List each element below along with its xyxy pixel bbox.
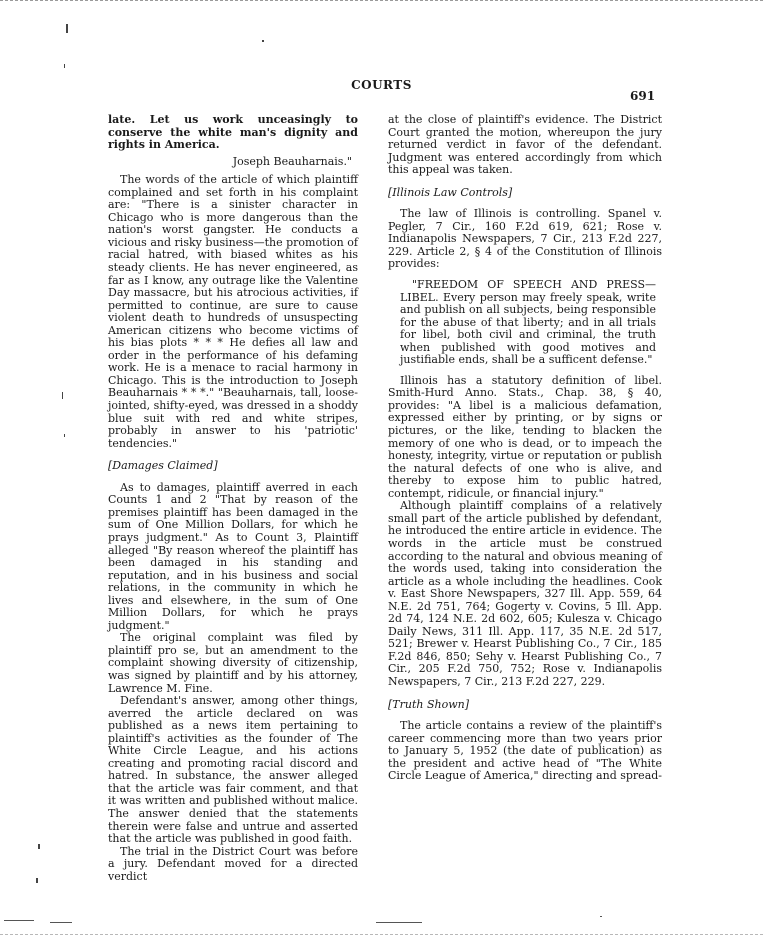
page-number: 691	[630, 89, 656, 103]
constitution-quote: "FREEDOM OF SPEECH AND PRESS—LIBEL. Every person may freely speak, write and publish on all subjects, being responsible for the abuse of that liberty; and in all trials for libel, both civil and criminal, the truth when published with good motives and justifiable ends, shall be a sufficent defense."	[400, 278, 656, 367]
paragraph: Although plaintiff complains of a relatively small part of the article published by defendant, he introduced the entire article in evidence. The words in the article must be construed according to the natural and obvious meaning of the words used, taking into consideration the article as a whole including the headlines. Cook v. East Shore Newspapers, 327 Ill. App. 559, 64 N.E. 2d 751, 764; Gogerty v. Covins, 5 Ill. App. 2d 74, 124 N.E. 2d 602, 605; Kulesza v. Chicago Daily News, 311 Ill. App. 117, 35 N.E. 2d 517, 521; Brewer v. Hearst Publishing Co., 7 Cir., 185 F.2d 846, 850; Sehy v. Hearst Publishing Co., 7 Cir., 205 F.2d 750, 752; Rose v. Indianapolis Newspapers, 7 Cir., 213 F.2d 227, 229.	[388, 499, 662, 688]
top-scan-edge	[0, 0, 763, 1]
paragraph: The law of Illinois is controlling. Spanel v. Pegler, 7 Cir., 160 F.2d 619, 621; Rose v. Indianapolis Newspapers, 7 Cir., 213 F.2d 227, 229. Article 2, § 4 of the Constitution of Illinois provides:	[388, 207, 662, 271]
signature: Joseph Beauharnais."	[232, 154, 352, 168]
margin-mark	[38, 844, 40, 849]
scan-edge-line	[4, 920, 34, 921]
paragraph: Illinois has a statutory definition of libel. Smith-Hurd Anno. Stats., Chap. 38, § 40, provides: "A libel is a malicious defamation, expressed either by printing, or by signs or pictures, or the like, tending to blacken the memory of one who is dead, or to impeach the honesty, integrity, virtue or reputation or publish the natural defects of one who is alive, and thereby to expose him to public hatred, contempt, ridicule, or financial injury."	[388, 373, 662, 500]
section-heading: [Illinois Law Controls]	[388, 185, 513, 199]
paragraph: The article contains a review of the plaintiff's career commencing more than two years prior to January 5, 1952 (the date of publication) as the president and active head of "The White Circle League of America," directing and spread-	[388, 719, 663, 783]
section-heading: [Truth Shown]	[388, 697, 470, 711]
closing-bold-line: late. Let us work unceasingly to conserve the white man's dignity and rights in America.	[108, 113, 358, 152]
paragraph: The original complaint was filed by plaintiff pro se, but an amendment to the complaint showing diversity of citizenship, was signed by plaintiff and by his attorney, Lawrence M. Fine.	[108, 631, 358, 695]
right-column	[388, 114, 662, 783]
scan-edge-line	[50, 922, 72, 923]
margin-mark	[62, 392, 63, 399]
margin-mark	[66, 24, 68, 33]
margin-mark	[64, 64, 65, 68]
paragraph: at the close of plaintiff's evidence. The District Court granted the motion, whereupon the jury returned verdict in favor of the defendant. Judgment was entered accordingly from which this appeal was taken.	[388, 113, 662, 177]
bottom-scan-edge	[0, 934, 763, 935]
margin-mark	[262, 40, 264, 42]
scan-edge-line	[600, 916, 602, 917]
paragraph: The words of the article of which plaintiff complained and set forth in his complaint are: "There is a sinister character in Chicago who is more dangerous than the nation's worst gangster. He conducts a vicious and risky business—the promotion of racial hatred, with biased whites as his steady clients. He has never engineered, as far as I know, any outrage like the Valentine Day massacre, but his atrocious activities, if permitted to continue, are sure to cause violent death to hundreds of unsuspecting American citizens who become victims of his bias plots * * * He defies all law and order in the performance of his defaming work. He is a menace to racial harmony in Chicago. This is the introduction to Joseph Beauharnais * * *." "Beauharnais, tall, loose-jointed, shifty-eyed, was dressed in a shoddy blue suit with red and white stripes, probably in answer to his 'patriotic' tendencies."	[108, 173, 358, 450]
left-column	[108, 114, 358, 883]
scan-edge-line	[376, 922, 422, 923]
paragraph: The trial in the District Court was before a jury. Defendant moved for a directed verdict	[108, 844, 358, 883]
section-heading: [Damages Claimed]	[108, 459, 218, 473]
paragraph: Defendant's answer, among other things, averred the article declared on was published as a news item pertaining to plaintiff's activities as the founder of The White Circle League, and his actions creating and promoting racial discord and hatred. In substance, the answer alleged that the article was fair comment, and that it was written and published without malice. The answer denied that the statements therein were false and untrue and asserted that the article was published in good faith.	[108, 694, 358, 846]
paragraph: As to damages, plaintiff averred in each Counts 1 and 2 "That by reason of the premises plaintiff has been damaged in the sum of One Million Dollars, for which he prays judgment." As to Count 3, Plaintiff alleged "By reason whereof the plaintiff has been damaged in his standing and reputation, and in his business and social relations, in the community in which he lives and elsewhere, in the sum of One Million Dollars, for which he prays judgment."	[108, 480, 358, 632]
margin-mark	[64, 434, 65, 437]
running-head: COURTS	[351, 78, 412, 92]
margin-mark	[36, 878, 38, 883]
